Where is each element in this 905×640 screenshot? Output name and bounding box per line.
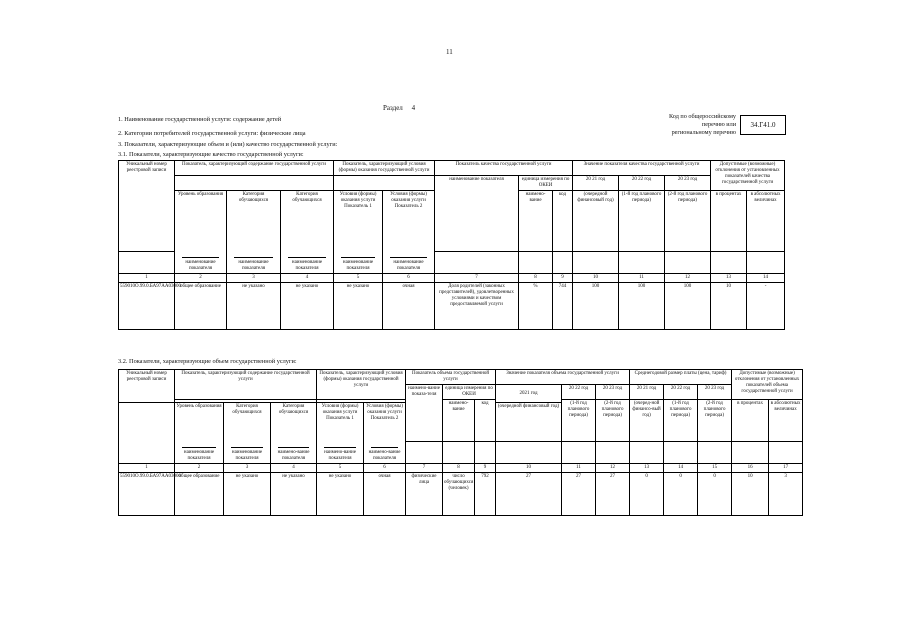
t1-sub-3	[281, 251, 334, 274]
t2-h-pct: в процентах	[732, 400, 769, 442]
t1-h-abs: в абсолютных величинах	[747, 191, 785, 252]
t2-h-cond: Показатель, характеризующий условия (формы) оказания государственной услуги	[317, 370, 406, 400]
t1-row-c5: очная	[383, 283, 435, 330]
t2-f1: 20 21 год	[630, 385, 664, 400]
t1-sub-blank-12	[665, 251, 711, 274]
t1-row-c3: не указано	[281, 283, 334, 330]
section-heading	[383, 104, 415, 112]
t1-row-v1: 100	[573, 283, 619, 330]
t1-row-code: 744	[553, 283, 573, 330]
t2-sub-5-line	[371, 442, 398, 448]
t2-sub-blank-9	[475, 441, 496, 464]
t2-row-c4: не указано	[317, 473, 364, 516]
t2-num-12: 12	[596, 464, 630, 473]
t2-row-c3: не указано	[271, 473, 317, 516]
t2-f3-sub: (2-й год планового периода)	[698, 400, 732, 442]
t2-sub-blank-13	[630, 441, 664, 464]
t2-row-reg: 559010О.99.0.БА97АА03000	[119, 473, 175, 516]
t1-h-reg: Уникальный номер реестровой записи	[119, 161, 175, 252]
t1-h-unit-code: код	[553, 191, 573, 252]
t2-num-11: 11	[562, 464, 596, 473]
t1-h-content: Показатель, характеризующий содержание государственной услуги	[175, 161, 334, 176]
t1-sub-3-line	[288, 252, 326, 258]
t2-y1	[496, 385, 562, 403]
t2-h-vals: Значение показателя объема государственной услуги	[496, 370, 630, 385]
t2-sub-blank-10	[496, 441, 562, 464]
t2-sub-4-text: наимено-вание показателя	[324, 450, 356, 461]
quality-number-row	[119, 274, 785, 283]
t2-sub-2-text: наименование показателя	[231, 450, 263, 461]
t2-row-v2: 27	[562, 473, 596, 516]
t2-f1-sub: (очеред-ной финансо-вый год)	[630, 400, 664, 442]
t2-row-c5: очная	[364, 473, 406, 516]
t1-sub-4-line	[341, 252, 375, 258]
t1-num-9: 9	[553, 274, 573, 283]
t2-h-reg: Уникальный номер реестровой записи	[119, 370, 175, 403]
t1-c2: Категория обучающихся	[227, 191, 281, 252]
t2-num-16: 16	[732, 464, 769, 473]
t2-y2-sub: (1-й год планового периода)	[562, 400, 596, 442]
t1-sub-2	[227, 251, 281, 274]
quality-table	[118, 160, 785, 330]
t1-row-v2: 100	[619, 283, 665, 330]
t1-sub-1	[175, 251, 227, 274]
t2-sub-3-line	[278, 442, 309, 448]
t2-h-name: наимено-вание показа-теля	[406, 385, 443, 442]
t1-num-3: 3	[227, 274, 281, 283]
t2-row-abs: 3	[769, 473, 803, 516]
t2-h-content: Показатель, характеризующий содержание государственной услуги	[175, 370, 317, 400]
t2-c1: Уровень образования	[175, 403, 224, 442]
t1-num-14: 14	[747, 274, 785, 283]
t2-sub-1-line	[182, 442, 216, 448]
t1-sub-blank-14	[747, 251, 785, 274]
t1-row-v3: 100	[665, 283, 711, 330]
service-name: 1. Наименование государственной услуги: содержание детей	[118, 116, 282, 123]
t2-sub-blank	[119, 441, 175, 464]
t1-h-unit: единица измерения по ОКЕИ	[519, 176, 573, 191]
code-label-line-3: региональному перечню	[671, 129, 736, 136]
t1-num-7: 7	[435, 274, 519, 283]
t2-f2-sub: (1-й год планового периода)	[664, 400, 698, 442]
t2-sub-blank-7	[406, 441, 443, 464]
t2-sub-blank-14	[664, 441, 698, 464]
t2-num-7: 7	[406, 464, 443, 473]
t1-sub-blank-13	[711, 251, 747, 274]
t2-sub-5	[364, 441, 406, 464]
t2-num-3: 3	[224, 464, 271, 473]
t1-num-10: 10	[573, 274, 619, 283]
volume-data-row	[119, 473, 803, 516]
t2-h-vol: Показатель объема государственной услуги	[406, 370, 496, 385]
t1-h-cond: Показатель, характеризующий условия (формы) оказания государственной услуги	[334, 161, 435, 176]
t1-sub-blank-10	[573, 251, 619, 274]
volume-table	[118, 369, 803, 516]
t1-h-vals: Значение показателя качества государственной услуги	[573, 161, 711, 176]
t1-h-content-blank	[175, 176, 334, 191]
t2-num-4: 4	[271, 464, 317, 473]
t2-f2: 20 22 год	[664, 385, 698, 400]
t1-h-pct: в процентах	[711, 191, 747, 252]
t2-sub-3-text: наимено-вание показателя	[277, 450, 310, 461]
t2-sub-3	[271, 441, 317, 464]
indicators-title: 3. Показатели, характеризующие объем и (или) качество государственной услуги:	[118, 141, 338, 148]
t1-row-unit: %	[519, 283, 553, 330]
t2-blank-reg	[119, 403, 175, 442]
t1-sub-5-text: наименование показателя	[393, 260, 424, 271]
t2-sub-blank-11	[562, 441, 596, 464]
t1-y1	[573, 176, 619, 191]
volume-subheader-row	[119, 441, 803, 464]
t1-sub-blank-9	[553, 251, 573, 274]
t1-row-c4: не указано	[334, 283, 383, 330]
t1-row-reg: 559010О.99.0.БА97АА03000	[119, 283, 175, 330]
t1-y3	[665, 176, 711, 191]
quality-header-row-1	[119, 161, 785, 176]
t2-row-name: физические лица	[406, 473, 443, 516]
t1-h-qual: Показатель качества государственной услуги	[435, 161, 573, 176]
t2-sub-2	[224, 441, 271, 464]
t2-num-10: 10	[496, 464, 562, 473]
t1-sub-blank-7	[435, 251, 519, 274]
t1-y3-label: 20 23 год	[677, 177, 698, 182]
t2-c2: Категория обучающихся	[224, 403, 271, 442]
t2-sub-4-line	[324, 442, 356, 448]
t1-y2	[619, 176, 665, 191]
section-label: Раздел	[383, 104, 403, 112]
t1-row-c1: общее образование	[175, 283, 227, 330]
t2-y2: 20 22 год	[562, 385, 596, 400]
t2-row-f2: 0	[664, 473, 698, 516]
t1-sub-4	[334, 251, 383, 274]
t2-num-1: 1	[119, 464, 175, 473]
t1-sub-3-text: наименование показателя	[291, 260, 323, 271]
t1-sub-blank	[119, 251, 175, 274]
t2-y3-sub: (2-й год планового периода)	[596, 400, 630, 442]
t2-h-abs: в абсолютных величинах	[769, 400, 803, 442]
t1-y2-sub: (1-й год планового периода)	[619, 191, 665, 252]
t1-num-1: 1	[119, 274, 175, 283]
code-label-line-2: перечню или	[701, 121, 736, 128]
t1-c5: Условия (формы) оказания услуги Показатель 2	[383, 191, 435, 252]
t2-num-2: 2	[175, 464, 224, 473]
t1-h-name: наименование показателя	[435, 176, 519, 252]
t1-num-6: 6	[383, 274, 435, 283]
t1-sub-1-text: наименование показателя	[185, 260, 216, 271]
t2-num-14: 14	[664, 464, 698, 473]
quality-data-row	[119, 283, 785, 330]
t2-sub-blank-15	[698, 441, 732, 464]
t1-y1-sub: (очередной финансовый год)	[573, 191, 619, 252]
t2-num-9: 9	[475, 464, 496, 473]
t2-sub-5-text: наимено-вание показателя	[368, 450, 401, 461]
t1-sub-1-line	[182, 252, 219, 258]
t1-h-cond-blank	[334, 176, 435, 191]
t2-num-13: 13	[630, 464, 664, 473]
t2-num-17: 17	[769, 464, 803, 473]
t1-num-2: 2	[175, 274, 227, 283]
t2-row-f1: 0	[630, 473, 664, 516]
t2-y1-label: 2021 год	[519, 390, 538, 396]
t1-row-c2: не указано	[227, 283, 281, 330]
t1-c3: Категория обучающихся	[281, 191, 334, 252]
volume-title: 3.2. Показатели, характеризующие объем государственной услуги:	[118, 358, 297, 365]
t2-y1-sub: (очередной финансовый год)	[496, 403, 562, 442]
t2-num-6: 6	[364, 464, 406, 473]
t2-sub-blank-17	[769, 441, 803, 464]
t1-row-pct: 10	[711, 283, 747, 330]
t2-c4: Условия (формы) оказания услуги Показатель 1	[317, 403, 364, 442]
t2-h-unit-name: наимено-вание	[443, 400, 475, 442]
t1-h-unit-name: наимено-вание	[519, 191, 553, 252]
t2-row-unit: число обучающихся (человек)	[443, 473, 475, 516]
t2-num-5: 5	[317, 464, 364, 473]
t1-num-12: 12	[665, 274, 711, 283]
t2-sub-1	[175, 441, 224, 464]
t2-sub-1-text: наименование показателя	[183, 450, 215, 461]
t1-num-13: 13	[711, 274, 747, 283]
t2-sub-blank-12	[596, 441, 630, 464]
t1-num-8: 8	[519, 274, 553, 283]
t2-sub-blank-16	[732, 441, 769, 464]
t2-row-v1: 27	[496, 473, 562, 516]
t2-row-c2: не указано	[224, 473, 271, 516]
page-number: 11	[446, 48, 453, 56]
t2-row-pct: 10	[732, 473, 769, 516]
t1-y1-label: 20 21 год	[585, 177, 606, 182]
t1-y2-label: 20 22 год	[631, 177, 652, 182]
t2-c5: Условия (формы) оказания услуги Показатель 2	[364, 403, 406, 442]
t2-h-unit: единица измерения по ОКЕИ	[443, 385, 496, 400]
quality-subheader-row	[119, 251, 785, 274]
t2-sub-blank-8	[443, 441, 475, 464]
t1-h-dev: Допустимые (возможные) отклонения от установленных показателей качества государственной услуги	[711, 161, 785, 191]
code-value: 34.Г41.0	[740, 115, 786, 135]
t1-sub-4-text: наименование показателя	[342, 260, 374, 271]
t2-h-unit-code: код	[475, 400, 496, 442]
t1-sub-5	[383, 251, 435, 274]
t2-y3: 20 23 год	[596, 385, 630, 400]
t2-f3: 20 23 год	[698, 385, 732, 400]
t1-y3-sub: (2-й год планового периода)	[665, 191, 711, 252]
t1-c4: Условия (формы) оказания услуги Показатель 1	[334, 191, 383, 252]
section-number: 4	[411, 104, 416, 112]
t2-num-8: 8	[443, 464, 475, 473]
t2-row-code: 792	[475, 473, 496, 516]
volume-header-row-1	[119, 370, 803, 385]
t1-sub-2-line	[234, 252, 273, 258]
t2-h-dev: Допустимые (возможные) отклонения от установленных показателей объема государственной услуги	[732, 370, 803, 400]
t2-h-fee: Среднегодовой размер платы (цена, тариф)	[630, 370, 732, 385]
t1-row-name: Доля родителей (законных представителей), удовлетворенных условиями и качеством предоставляемой услуги	[435, 283, 519, 330]
t2-sub-2-line	[231, 442, 263, 448]
code-label	[640, 113, 736, 137]
t1-sub-blank-11	[619, 251, 665, 274]
t1-row-abs: -	[747, 283, 785, 330]
t2-c3: Категория обучающихся	[271, 403, 317, 442]
code-label-line-1: Код по общероссийскому	[668, 113, 736, 120]
t1-num-11: 11	[619, 274, 665, 283]
t1-sub-blank-8	[519, 251, 553, 274]
quality-header-row-2	[119, 176, 785, 191]
t1-sub-2-text: наименование показателя	[238, 260, 269, 271]
quality-title: 3.1. Показатели, характеризующие качество государственной услуги:	[118, 151, 304, 158]
t1-sub-5-line	[390, 252, 427, 258]
t2-row-c1: общее образование	[175, 473, 224, 516]
t2-sub-4	[317, 441, 364, 464]
volume-number-row	[119, 464, 803, 473]
consumers: 2. Категории потребителей государственной услуги: физические лица	[118, 130, 306, 137]
t1-num-4: 4	[281, 274, 334, 283]
t2-row-f3: 0	[698, 473, 732, 516]
t1-c1: Уровень образования	[175, 191, 227, 252]
t2-num-15: 15	[698, 464, 732, 473]
t2-row-v3: 27	[596, 473, 630, 516]
t1-num-5: 5	[334, 274, 383, 283]
